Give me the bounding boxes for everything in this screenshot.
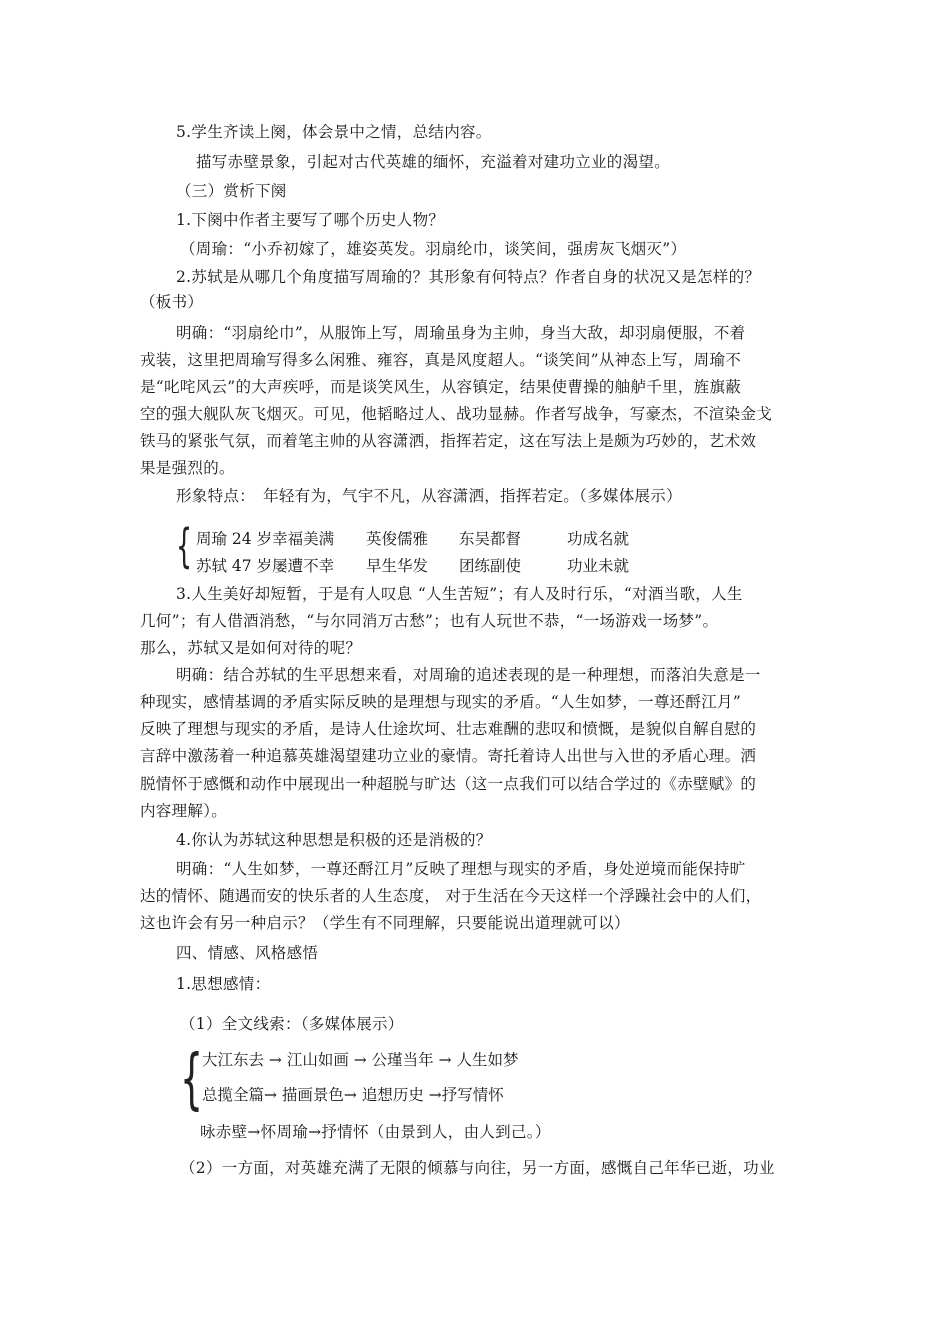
- paragraph-line: 5.学生齐读上阕，体会景中之情，总结内容。: [176, 123, 492, 141]
- paragraph-line: （2）一方面，对英雄充满了无限的倾慕与向往，另一方面，感慨自己年华已逝，功业: [180, 1159, 775, 1177]
- paragraph-line: 铁马的紧张气氛，而着笔主帅的从容潇洒，指挥若定，这在写法上是颇为巧妙的，艺术效: [140, 432, 757, 450]
- comparison-cell: 功成名就: [567, 530, 630, 548]
- paragraph-line: 咏赤壁→怀周瑜→抒情怀（由景到人，由人到己。）: [200, 1123, 551, 1141]
- paragraph-line: 脱情怀于感慨和动作中展现出一种超脱与旷达（这一点我们可以结合学过的《赤壁赋》的: [140, 775, 757, 793]
- paragraph-line: 几何”；有人借酒消愁，“与尔同消万古愁”；也有人玩世不恭，“一场游戏一场梦”。: [140, 612, 719, 630]
- paragraph-line: 戎装，这里把周瑜写得多么闲雅、雍容，真是风度超人。“谈笑间”从神态上写，周瑜不: [140, 351, 742, 369]
- paragraph-line: （周瑜：“小乔初嫁了，雄姿英发。羽扇纶巾，谈笑间，强虏灰飞烟灭”）: [180, 240, 687, 258]
- paragraph-line: 1.下阕中作者主要写了哪个历史人物？: [176, 211, 445, 229]
- paragraph-line: 是“叱咤风云”的大声疾呼，而是谈笑风生，从容镇定，结果使曹操的舳舻千里，旌旗蔽: [140, 378, 742, 396]
- comparison-cell: 东吴都督: [459, 530, 522, 548]
- comparison-cell: 团练副使: [459, 557, 522, 575]
- clue-row: 大江东去 → 江山如画 → 公瑾当年 → 人生如梦: [202, 1051, 519, 1069]
- comparison-cell: 周瑜 24 岁幸福美满: [196, 530, 335, 548]
- paragraph-line: 2.苏轼是从哪几个角度描写周瑜的？其形象有何特点？作者自身的状况又是怎样的？: [176, 268, 761, 286]
- comparison-cell: 英俊儒雅: [366, 530, 429, 548]
- clue-row: 总揽全篇→ 描画景色→ 追想历史 →抒写情怀: [202, 1086, 504, 1104]
- paragraph-line: 空的强大舰队灰飞烟灭。可见，他韬略过人、战功显赫。作者写战争，写豪杰，不渲染金戈: [140, 405, 773, 423]
- comparison-cell: 苏轼 47 岁屡遭不幸: [196, 557, 335, 575]
- paragraph-line: 描写赤壁景象，引起对古代英雄的缅怀，充溢着对建功立业的渴望。: [196, 153, 671, 171]
- brace-symbol: {: [180, 1040, 204, 1117]
- paragraph-line: 内容理解）。: [140, 802, 228, 820]
- section-heading: （三）赏析下阕: [176, 182, 287, 200]
- paragraph-line: 明确：“人生如梦，一尊还酹江月”反映了理想与现实的矛盾，身处逆境而能保持旷: [176, 860, 746, 878]
- paragraph-line: 形象特点： 年轻有为，气宇不凡，从容潇洒，指挥若定。（多媒体展示）: [176, 487, 682, 505]
- paragraph-line: 达的情怀、随遇而安的快乐者的人生态度， 对于生活在今天这样一个浮躁社会中的人们，: [140, 887, 762, 905]
- paragraph-line: 明确：结合苏轼的生平思想来看，对周瑜的追述表现的是一种理想，而落泊失意是一: [176, 666, 761, 684]
- paragraph-line: （1）全文线索：（多媒体展示）: [180, 1015, 404, 1033]
- paragraph-line: 4.你认为苏轼这种思想是积极的还是消极的？: [176, 831, 492, 849]
- section-heading: 四、情感、风格感悟: [176, 944, 319, 962]
- brace-symbol: {: [176, 519, 193, 573]
- paragraph-line: 这也许会有另一种启示？（学生有不同理解，只要能说出道理就可以）: [140, 914, 630, 932]
- paragraph-line: 1.思想感情：: [176, 975, 271, 993]
- paragraph-line: 那么，苏轼又是如何对待的呢？: [140, 639, 362, 657]
- paragraph-line: 果是强烈的。: [140, 459, 235, 477]
- comparison-cell: 功业未就: [567, 557, 630, 575]
- paragraph-line: 明确：“羽扇纶巾”，从服饰上写，周瑜虽身为主帅，身当大敌，却羽扇便服，不着: [176, 324, 746, 342]
- paragraph-line: 言辞中激荡着一种追慕英雄渴望建功立业的豪情。寄托着诗人出世与入世的矛盾心理。洒: [140, 747, 757, 765]
- paragraph-line: （板书）: [140, 293, 204, 311]
- paragraph-line: 反映了理想与现实的矛盾，是诗人仕途坎坷、壮志难酬的悲叹和愤慨，是貌似自解自慰的: [140, 720, 757, 738]
- paragraph-line: 种现实，感情基调的矛盾实际反映的是理想与现实的矛盾。“人生如梦，一尊还酹江月”: [140, 693, 742, 711]
- paragraph-line: 3.人生美好却短暂，于是有人叹息 “人生苦短”；有人及时行乐，“对酒当歌，人生: [176, 585, 743, 603]
- comparison-cell: 早生华发: [366, 557, 429, 575]
